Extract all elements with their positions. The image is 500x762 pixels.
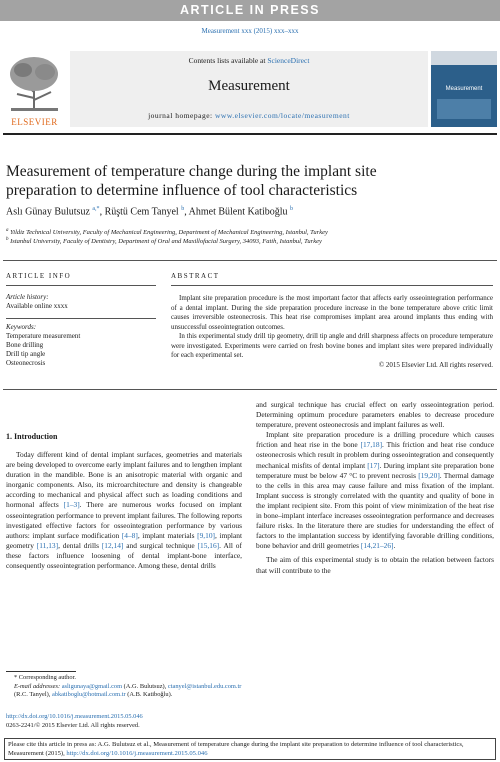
affiliation-a-text: Yildiz Technical University, Faculty of Mechanical Engineering, Department of Mechanical Engineering, Istanbul, Turkey <box>10 229 328 237</box>
author-name: Aslı Günay Bulutsuz <box>6 206 90 218</box>
abstract-paragraph: In this experimental study drill tip geometry, drill tip angle and drill sharpness affects on procedure temperature were investigated. Experiments were carried on fresh bovine bones and implant sites were prepared individually for each experimental set. <box>171 332 493 359</box>
section-heading: 1. Introduction <box>6 432 58 441</box>
affiliation-a: $^a$ Yildiz Technical University, Faculty of Mechanical Engineering, Department of Mechanical Engineering, Istanbul, Turkey <box>6 228 328 237</box>
author-affiliation-mark[interactable]: b <box>181 206 185 212</box>
affiliation-b: $^b$ Istanbul University, Faculty of Dentistry, Department of Oral and Maxillofacial Surgery, 34093, Fatih, Istanbul, Turkey <box>6 237 322 246</box>
abstract-rule <box>171 285 493 286</box>
article-title <box>6 162 494 200</box>
issn-line: 0263-2241/© 2015 Elsevier Ltd. All rights reserved. <box>6 722 140 729</box>
homepage-link[interactable]: www.elsevier.com/locate/measurement <box>215 111 350 120</box>
publisher-name: ELSEVIER <box>11 117 58 127</box>
author-affiliation-mark[interactable]: b <box>290 206 294 212</box>
section-rule <box>3 389 497 390</box>
email-link[interactable]: ctanyel@istanbul.edu.com.tr <box>167 682 242 690</box>
email-link[interactable]: abkatiboglu@hotmail.com.tr <box>51 691 126 698</box>
reference-link[interactable]: [1–3] <box>63 500 80 510</box>
body-paragraph: Implant site preparation procedure is a drilling procedure which causes friction and heat rise in the bone [17,18]. This friction and heat rise conduce osteonecrosis which result in problem during osseointegration and consequently mechanical misfits of dental implant [17]. During implant site preparation bone temperature must be below 47 °C to prevent necrosis [19,20]. Thermal damage to the cells in this area may cause failure and miss fixation of the implant. Implant success is strongly correlated with the quantity and quality of bone in the implant recipient site. From this point of view minimization of the heat rise in bone–implant interface increases osseointegration performance and decreases failure risks. In the literature there are studies for understanding the effect of factors to the implantation success by identifying favorable drilling conditions, bone behavior and drill geometries [14,21–26]. <box>256 430 495 551</box>
reference-link[interactable]: [11,13] <box>36 540 59 550</box>
author-name: Rüştü Cem Tanyel <box>104 206 179 218</box>
journal-homepage <box>70 111 428 120</box>
abstract-body <box>171 294 493 370</box>
affiliation-b-text: Istanbul University, Faculty of Dentistry, Department of Oral and Maxillofacial Surgery, 34093, Fatih, Istanbul, Turkey <box>10 238 322 246</box>
email-label: E-mail addresses: <box>14 682 61 690</box>
homepage-prefix: journal homepage: <box>148 111 213 120</box>
author-list: Aslı Günay Bulutsuz $^{a,*}$, Rüştü Cem Tanyel $^b$, Ahmet Bülent Katiboğlu $^b$ <box>6 206 294 218</box>
contents-line <box>70 56 428 65</box>
reference-link[interactable]: [15,16] <box>197 540 220 550</box>
abstract-paragraph: Implant site preparation procedure is the most important factor that affects early osseointegration performance of a dental implant. During the side preparation procedure increase in the bone temperature above critic limit causes irreversible osteonecrosis. This heat rise compromises implant area around implants thus ending with unsuccessful osseointegration outcomes. <box>171 294 493 331</box>
info-rule <box>6 318 156 319</box>
body-right-column <box>256 400 494 576</box>
keyword: Osteonecrosis <box>6 359 46 367</box>
info-rule <box>6 285 156 286</box>
reference-link[interactable]: [9,10] <box>197 530 215 540</box>
body-paragraph: Today different kind of dental implant surfaces, geometries and materials are being developed to overcome early implant failures and to lengthen implant duration in the mandible. Bone is an anisotropic material with organic and inorganic components. Also, its microarchitecture and density is changeable according to mechanical and physical affect such as loading conditions and hormonal affects [1–3]. There are numerous works focused on implant osseointegration performance to prevent implant failures. The following reports investigated effective factors for osseointegration performance by various authors: implant surface modification [4–8], implant materials [9,10], implant geometry [11,13], dental drills [12,14] and surgical technique [15,16]. All of these factors influence loosening of dental implant-bone interface, consequently osseointegration performance. Among these, dental drills <box>6 450 242 571</box>
body-paragraph: and surgical technique has crucial effect on early osseointegration period. Determining optimum procedure parameters enables to decrease procedure temperature, prevent osteonecrosis and implant failures as well. <box>256 400 494 430</box>
history-label: Article history: <box>6 293 49 301</box>
keyword: Temperature measurement <box>6 332 81 340</box>
body-left-column <box>6 450 242 571</box>
reference-link[interactable]: [17,18] <box>360 440 383 450</box>
reference-link[interactable]: [19,20] <box>418 470 440 480</box>
reference-link[interactable]: [4–8] <box>121 530 138 540</box>
email-link[interactable]: asligunaya@gmail.com <box>61 682 123 690</box>
keywords-label: Keywords: <box>6 323 37 331</box>
title-line-1: Measurement of temperature change during the implant site <box>6 163 377 180</box>
reference-link[interactable]: [17] <box>367 460 380 470</box>
abstract-heading: ABSTRACT <box>171 272 220 280</box>
doi-link[interactable]: http://dx.doi.org/10.1016/j.measurement.2015.05.046 <box>6 713 143 720</box>
sciencedirect-link[interactable]: ScienceDirect <box>267 56 310 65</box>
author-affiliation-mark[interactable]: a,* <box>92 206 100 212</box>
footnote-rule <box>6 671 76 672</box>
history-value: Available online xxxx <box>6 302 68 310</box>
contents-prefix: Contents lists available at <box>188 56 266 65</box>
cover-title: Measurement <box>445 86 483 92</box>
citation-text: Please cite this article in press as: A.G. Bulutsuz et al., Measurement of temperature change during the implant site preparation to determine influence of tool characteristics, Measurement (2015), <box>8 741 464 757</box>
keywords-block <box>6 323 156 368</box>
article-in-press-banner: ARTICLE IN PRESS <box>0 0 500 21</box>
keyword: Bone drilling <box>6 341 44 349</box>
citation-box <box>4 738 496 760</box>
reference-link[interactable]: [14,21–26] <box>360 541 394 551</box>
citation-doi-link[interactable]: http://dx.doi.org/10.1016/j.measurement.2015.05.046 <box>66 750 208 757</box>
title-line-2: preparation to determine influence of tool characteristics <box>6 182 358 199</box>
section-rule <box>3 260 497 261</box>
journal-citation-link[interactable]: Measurement xxx (2015) xxx–xxx <box>201 27 299 35</box>
article-history <box>6 293 156 311</box>
keyword: Drill tip angle <box>6 350 46 358</box>
header-rule <box>3 133 497 135</box>
body-paragraph: The aim of this experimental study is to obtain the relation between factors that will contribute to the <box>256 555 494 575</box>
journal-title: Measurement <box>208 78 290 94</box>
corresponding-label: Corresponding author. <box>18 674 76 681</box>
article-info-heading: ARTICLE INFO <box>6 272 72 280</box>
author-name: Ahmet Bülent Katiboğlu <box>188 206 288 218</box>
footnote: * Corresponding author. E-mail addresses: asligunaya@gmail.com (A.G. Bulutsuz), ctanyel@istanbul.edu.com.tr (R.C. Tanyel), abkatiboglu@hotmail.com.tr (A.B. Katiboğlu). <box>14 674 242 698</box>
reference-link[interactable]: [12,14] <box>101 540 124 550</box>
abstract-copyright: © 2015 Elsevier Ltd. All rights reserved. <box>378 360 493 369</box>
